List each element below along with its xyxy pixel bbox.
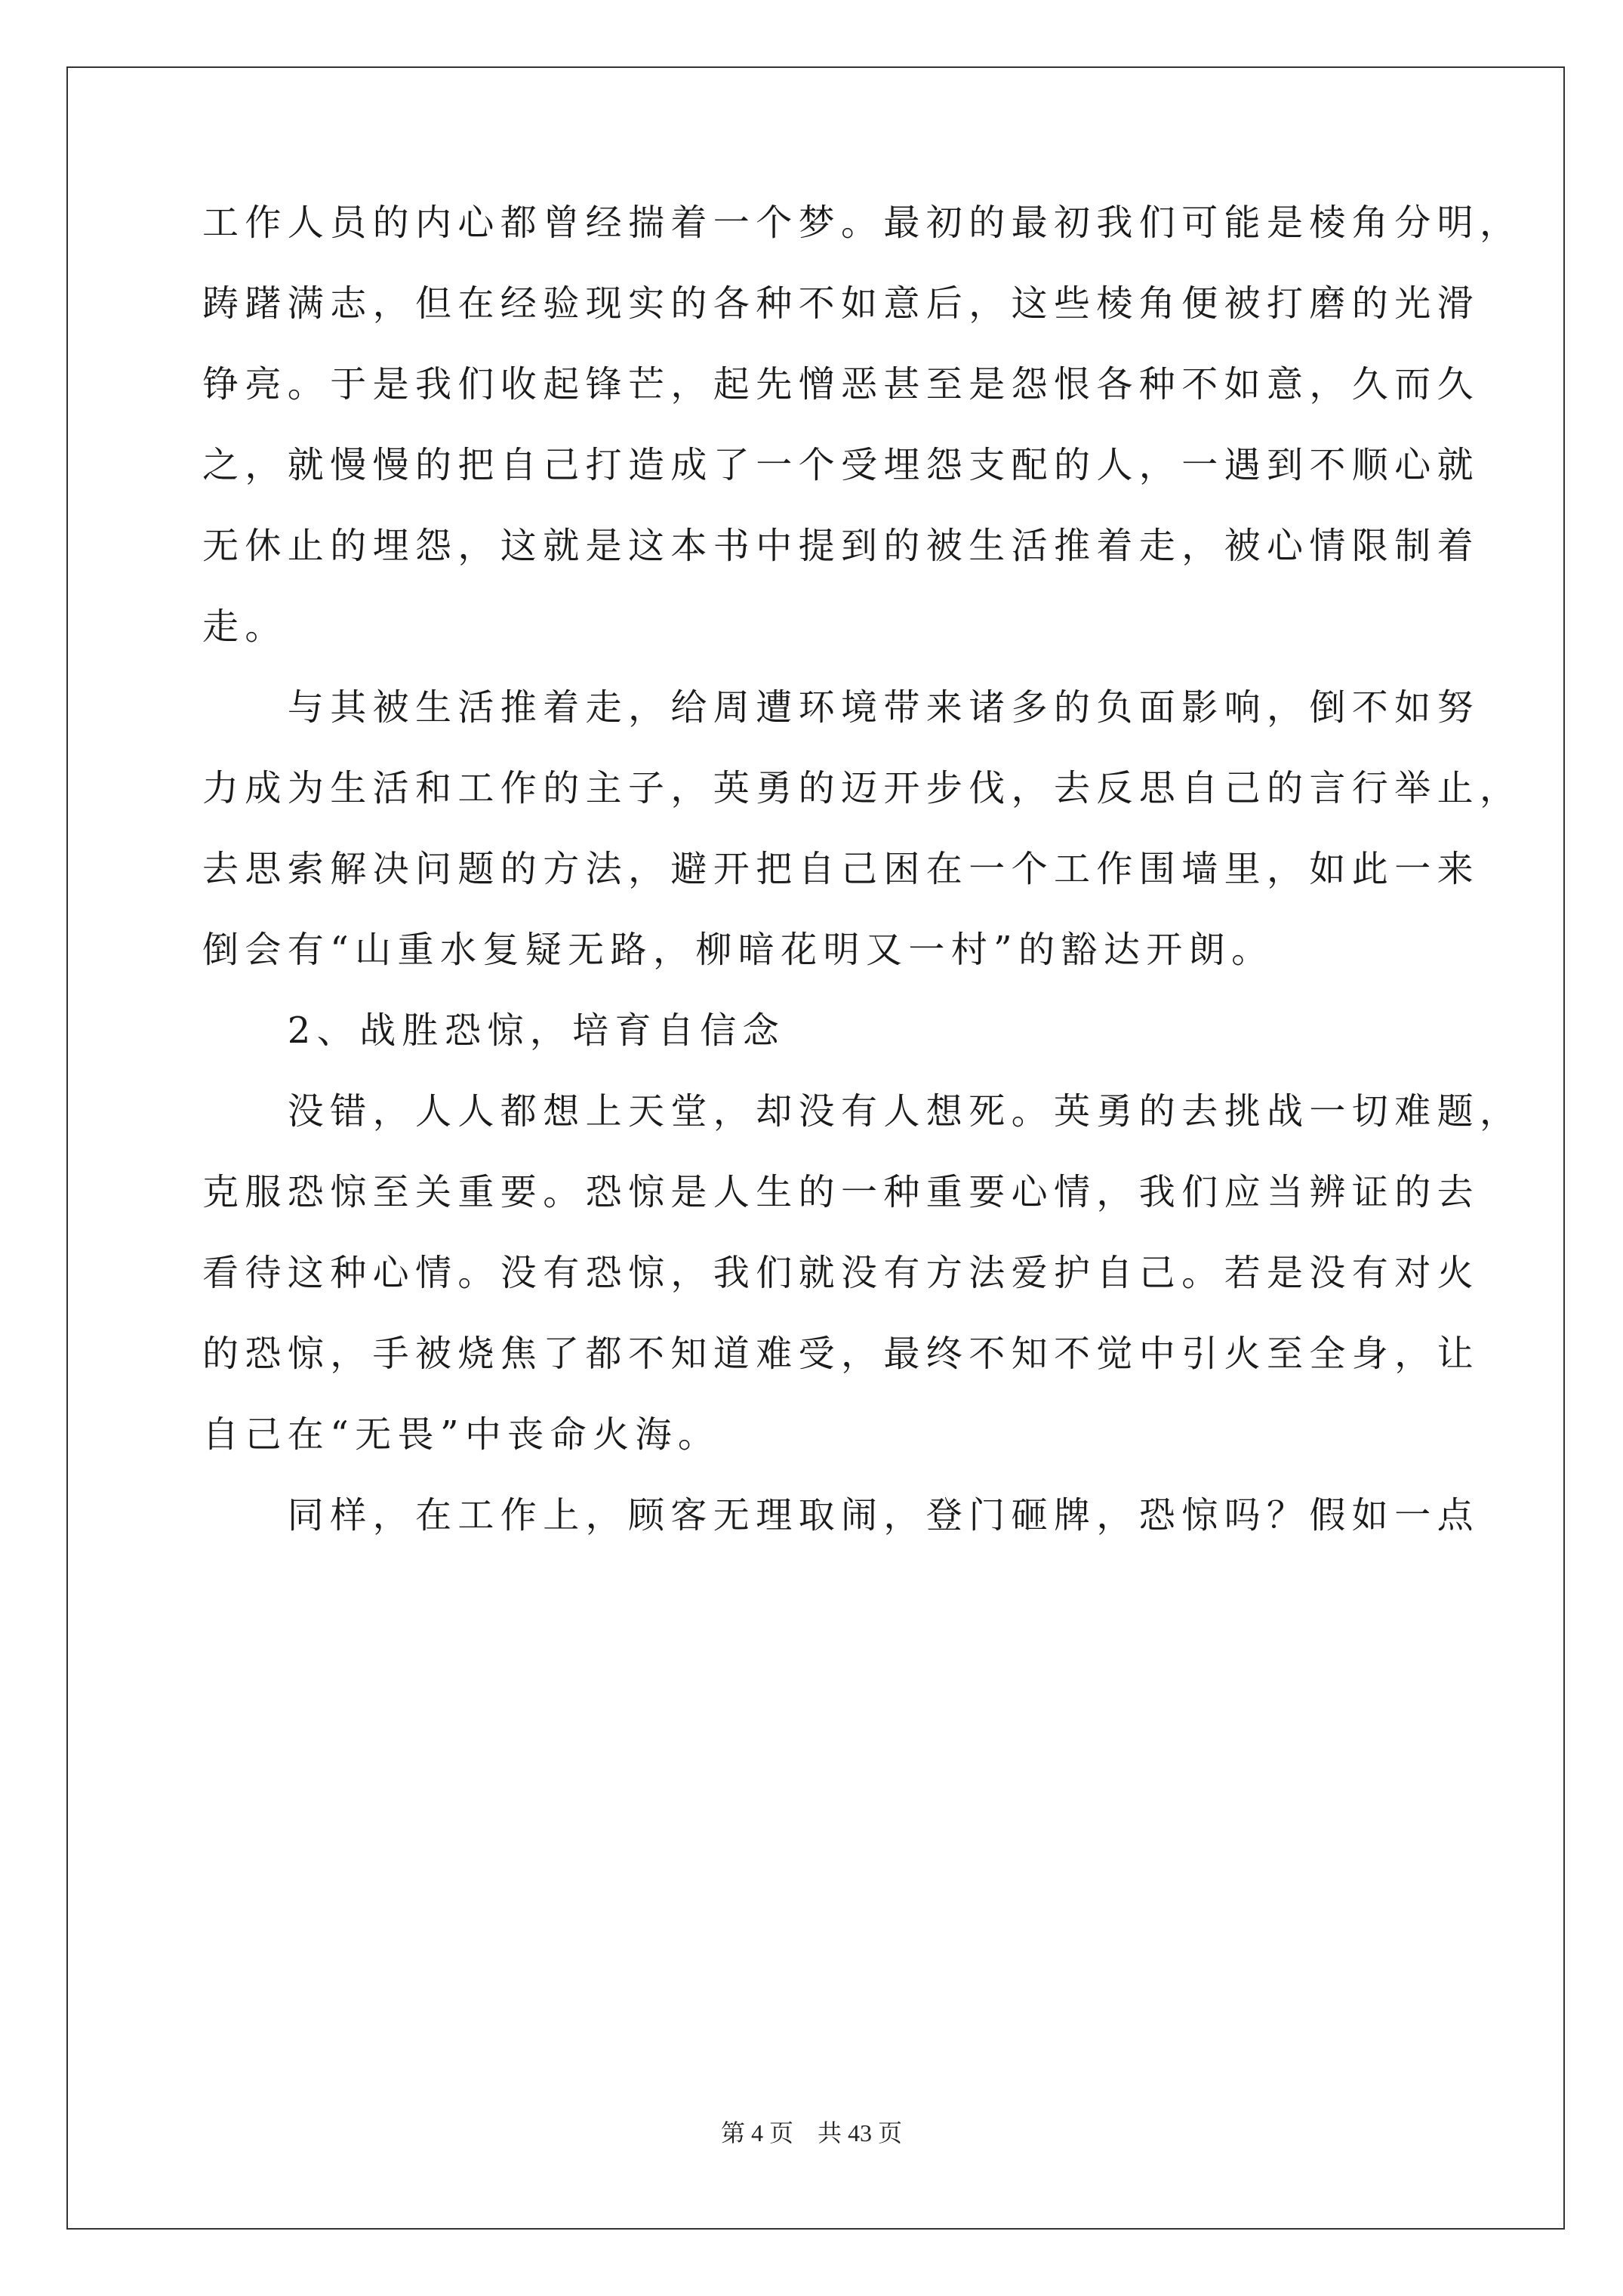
text-line: 之，就慢慢的把自己打造成了一个受埋怨支配的人，一遇到不顺心就 (202, 444, 1480, 486)
section-heading: 2、战胜恐惊，培育自信念 (202, 1009, 786, 1052)
page-number: 第 4 页 共 43 页 (720, 2119, 902, 2147)
text-line: 走。 (202, 606, 288, 648)
text-line: 自己在“无畏”中丧命火海。 (202, 1413, 721, 1456)
text-line: 与其被生活推着走，给周遭环境带来诸多的负面影响，倒不如努 (202, 686, 1480, 729)
text-line: 克服恐惊至关重要。恐惊是人生的一种重要心情，我们应当辨证的去 (202, 1171, 1480, 1213)
text-line: 的恐惊，手被烧焦了都不知道难受，最终不知不觉中引火至全身，让 (202, 1333, 1480, 1375)
page-footer (0, 2114, 1623, 2149)
text-line: 无休止的埋怨，这就是这本书中提到的被生活推着走，被心情限制着 (202, 525, 1480, 567)
text-line: 倒会有“山重水复疑无路，柳暗花明又一村”的豁达开朗。 (202, 929, 1274, 971)
text-line: 踌躇满志，但在经验现实的各种不如意后，这些棱角便被打磨的光滑 (202, 282, 1480, 325)
text-line: 铮亮。于是我们收起锋芒，起先憎恶甚至是怨恨各种不如意，久而久 (202, 363, 1480, 405)
text-line: 工作人员的内心都曾经揣着一个梦。最初的最初我们可能是棱角分明， (202, 202, 1523, 244)
text-line: 去思索解决问题的方法，避开把自己困在一个工作围墙里，如此一来 (202, 848, 1480, 890)
text-line: 力成为生活和工作的主子，英勇的迈开步伐，去反思自己的言行举止， (202, 767, 1523, 809)
text-line: 同样，在工作上，顾客无理取闹，登门砸牌，恐惊吗？假如一点 (202, 1494, 1480, 1536)
text-line: 没错，人人都想上天堂，却没有人想死。英勇的去挑战一切难题， (202, 1090, 1523, 1133)
text-line: 看待这种心情。没有恐惊，我们就没有方法爱护自己。若是没有对火 (202, 1252, 1480, 1294)
